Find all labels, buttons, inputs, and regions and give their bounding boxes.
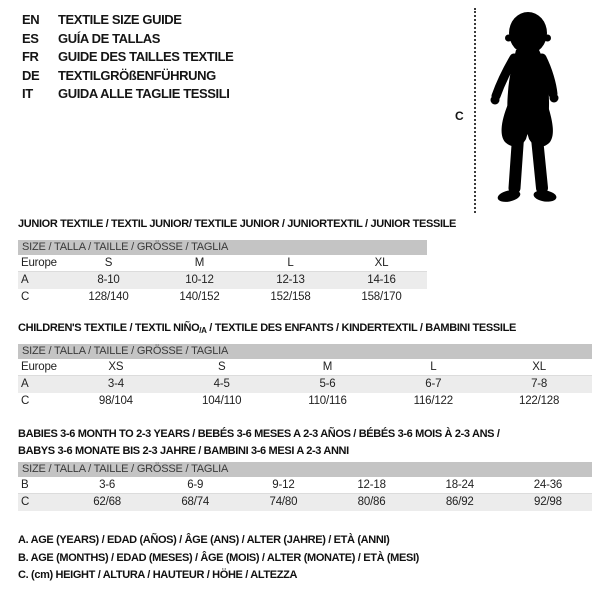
size-cell: XL [532,361,546,373]
size-header-bar: SIZE / TALLA / TAILLE / GRÖSSE / TAGLIA [18,344,592,359]
row-label: Europe [21,257,57,269]
language-row [22,85,233,104]
section-title-text: /A [199,326,207,335]
section-title-text: JUNIOR TEXTILE / TEXTIL JUNIOR/ TEXTILE JUNIOR / JUNIORTEXTIL / JUNIOR TESSILE [18,218,457,230]
table-row [18,272,427,289]
row-label: C [21,395,30,407]
size-cell: 62/68 [93,496,121,508]
size-cell: 116/122 [413,395,453,407]
size-cell: 18-24 [445,479,474,491]
language-code: FR [22,49,39,64]
size-cell: 3-6 [99,479,116,491]
table-row [18,376,592,393]
table-row [18,289,427,306]
language-title-list [22,11,233,104]
section-title-children [18,320,584,337]
legend-note: C. (cm) HEIGHT / ALTURA / HAUTEUR / HÖHE / ALTEZZA [18,569,298,581]
language-row [22,11,233,30]
language-code: DE [22,67,40,83]
language-row [22,48,233,67]
size-cell: 6-7 [425,378,442,390]
language-guide-title: GUIDE DES TAILLES TEXTILE [58,49,234,64]
table-row [18,477,592,494]
size-cell: S [104,257,113,269]
table-row [18,359,592,376]
size-cell: 86/92 [445,496,474,508]
table-row [18,255,427,272]
size-cell: S [217,361,226,373]
size-cell: XL [374,257,389,269]
size-cell: 92/98 [534,496,562,508]
section-title-junior [18,216,457,233]
size-cell: 122/128 [519,395,560,407]
size-table-babies [18,462,592,511]
language-guide-title: GUIDA ALLE TAGLIE TESSILI [58,86,230,101]
size-cell: XS [108,361,124,373]
height-dotted-line [474,8,476,213]
size-header-bar: SIZE / TALLA / TAILLE / GRÖSSE / TAGLIA [18,240,427,255]
row-label: C [21,496,30,508]
size-cell: 14-16 [367,274,396,286]
language-code: IT [22,86,33,101]
size-cell: 98/104 [98,395,133,407]
size-cell: 12-18 [357,479,386,491]
size-cell: 3-4 [107,378,124,390]
row-label: Europe [21,361,57,373]
language-code: ES [22,30,39,46]
section-title-text: / TEXTILE DES ENFANTS / KINDERTEXTIL / BAMBINI TESSILE [206,322,516,334]
size-header-bar: SIZE / TALLA / TAILLE / GRÖSSE / TAGLIA [18,462,592,477]
legend-note: A. AGE (YEARS) / EDAD (AÑOS) / ÂGE (ANS) / ALTER (JAHRE) / ETÀ (ANNI) [18,534,390,546]
row-label: B [21,479,29,491]
height-measure-label: C [455,109,464,123]
size-cell: 10-12 [185,274,214,286]
row-label: C [21,291,30,303]
size-cell: L [287,257,294,269]
size-cell: 110/116 [308,395,347,407]
size-cell: L [430,361,437,373]
language-row [22,30,233,49]
size-cell: 128/140 [88,291,129,303]
legend-note: B. AGE (MONTHS) / EDAD (MESES) / ÂGE (MOIS) / ALTER (MONATE) / ETÀ (MESI) [18,551,419,564]
size-cell: 8-10 [97,274,120,286]
size-cell: 12-13 [276,274,305,286]
size-cell: 6-9 [187,479,204,491]
size-table-junior [18,240,427,306]
table-row [18,393,592,410]
language-guide-title: TEXTILE SIZE GUIDE [58,12,182,27]
language-row [22,67,233,86]
size-cell: 104/110 [202,395,242,407]
size-cell: 24-36 [533,479,563,491]
size-cell: M [194,257,205,269]
row-label: A [21,274,29,286]
size-cell: 5-6 [319,378,336,390]
size-cell: 4-5 [213,378,230,390]
section-title-text: BABYS 3-6 MONATE BIS 2-3 JAHRE / BAMBINI 3-6 MESI A 2-3 ANNI [18,445,349,457]
table-row [18,494,592,511]
language-code: EN [22,12,40,27]
size-table-children [18,344,592,410]
section-title-text: BABIES 3-6 MONTH TO 2-3 YEARS / BEBÉS 3-6 MESES A 2-3 AÑOS / BÉBÉS 3-6 MOIS À 2-3 ANS / [18,428,500,440]
size-cell: 74/80 [269,496,298,508]
size-cell: 7-8 [531,378,548,390]
section-title-babies [18,426,584,460]
row-label: A [21,378,29,390]
baby-silhouette-icon [481,8,571,206]
size-cell: 68/74 [181,496,210,508]
size-cell: 152/158 [270,291,311,303]
size-cell: M [322,361,333,373]
size-cell: 9-12 [272,479,295,491]
language-guide-title: TEXTILGRÖßENFÜHRUNG [58,67,216,83]
language-guide-title: GUÍA DE TALLAS [58,30,161,46]
section-title-text: CHILDREN'S TEXTILE / TEXTIL NIÑO [18,322,200,334]
size-cell: 80/86 [357,496,386,508]
size-cell: 140/152 [179,291,220,303]
size-cell: 158/170 [361,291,402,303]
legend-notes [18,532,419,585]
